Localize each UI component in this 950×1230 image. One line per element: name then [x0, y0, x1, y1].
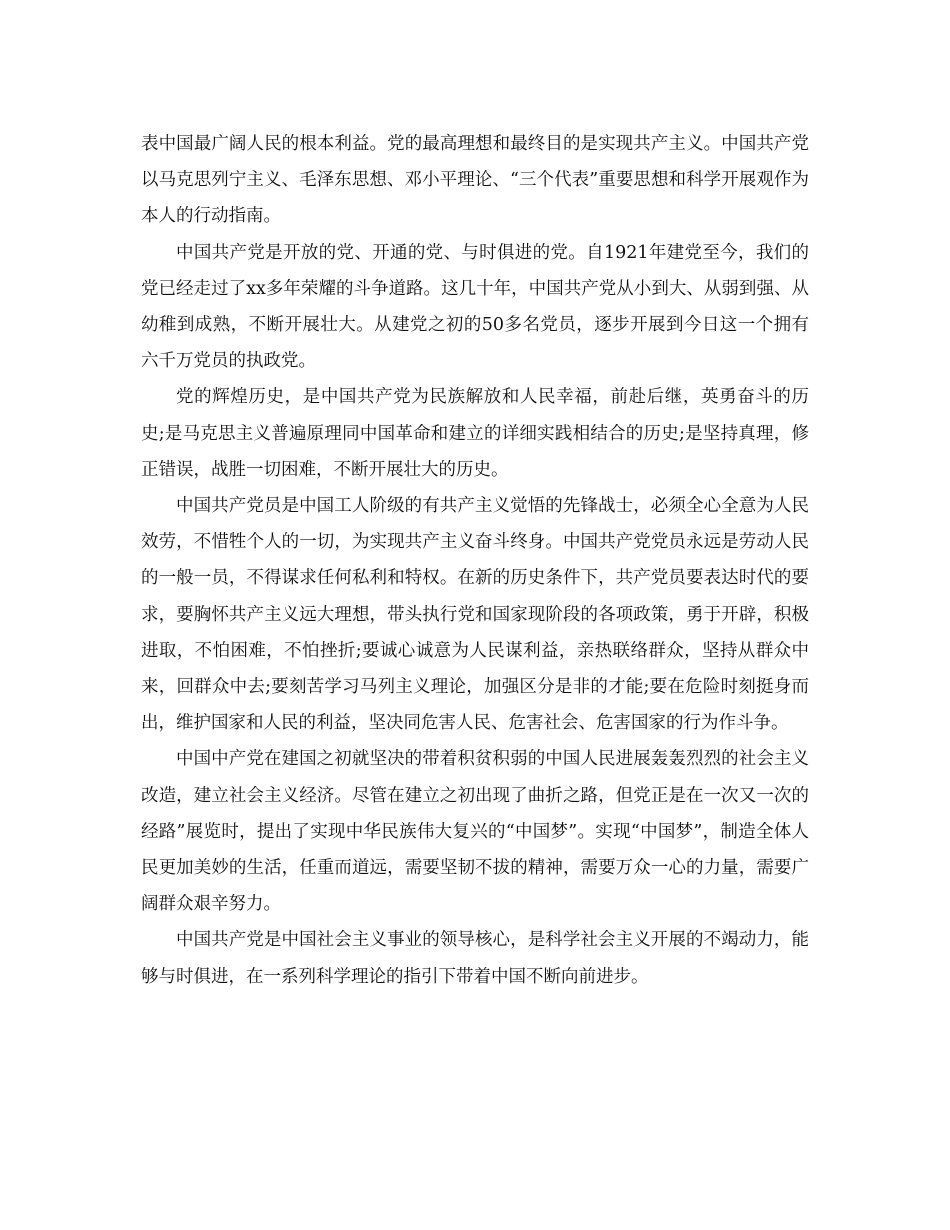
- paragraph-2: 中国共产党是开放的党、开通的党、与时俱进的党。自1921年建党至今，我们的党已经走过了xx多年荣耀的斗争道路。这几十年，中国共产党从小到大、从弱到强、从幼稚到成熟，不断开展壮大。从建党之初的50多名党员，逐步开展到今日这一个拥有六千万党员的执政党。: [141, 242, 809, 372]
- document-body: [141, 126, 809, 995]
- paragraph-6: 中国共产党是中国社会主义事业的领导核心，是科学社会主义开展的不竭动力，能够与时俱进，在一系列科学理论的指引下带着中国不断向前进步。: [141, 930, 809, 987]
- paragraph-5: 中国中产党在建国之初就坚决的带着积贫积弱的中国人民进展轰轰烈烈的社会主义改造，建立社会主义经济。尽管在建立之初出现了曲折之路，但党正是在一次又一次的经路”展览时，提出了实现中华民族伟大复兴的“中国梦”。实现“中国梦”，制造全体人民更加美妙的生活，任重而道远，需要坚韧不拔的精神，需要万众一心的力量，需要广阔群众艰辛努力。: [141, 749, 809, 915]
- paragraph-3: 党的辉煌历史，是中国共产党为民族解放和人民幸福，前赴后继，英勇奋斗的历史;是马克思主义普遍原理同中国革命和建立的详细实践相结合的历史;是坚持真理，修正错误，战胜一切困难，不断开展壮大的历史。: [141, 387, 809, 480]
- paragraph-4: 中国共产党员是中国工人阶级的有共产主义觉悟的先锋战士，必须全心全意为人民效劳，不惜牲个人的一切，为实现共产主义奋斗终身。中国共产党党员永远是劳动人民的一般一员，不得谋求任何私利和特权。在新的历史条件下，共产党员要表达时代的要求，要胸怀共产主义远大理想，带头执行党和国家现阶段的各项政策，勇于开辟，积极进取，不怕困难，不怕挫折;要诚心诚意为人民谋利益，亲热联络群众，坚持从群众中来，回群众中去;要刻苦学习马列主义理论，加强区分是非的才能;要在危险时刻挺身而出，维护国家和人民的利益，坚决同危害人民、危害社会、危害国家的行为作斗争。: [141, 496, 809, 734]
- paragraph-1: 表中国最广阔人民的根本利益。党的最高理想和最终目的是实现共产主义。中国共产党以马克思列宁主义、毛泽东思想、邓小平理论、“三个代表”重要思想和科学开展观作为本人的行动指南。: [141, 134, 809, 227]
